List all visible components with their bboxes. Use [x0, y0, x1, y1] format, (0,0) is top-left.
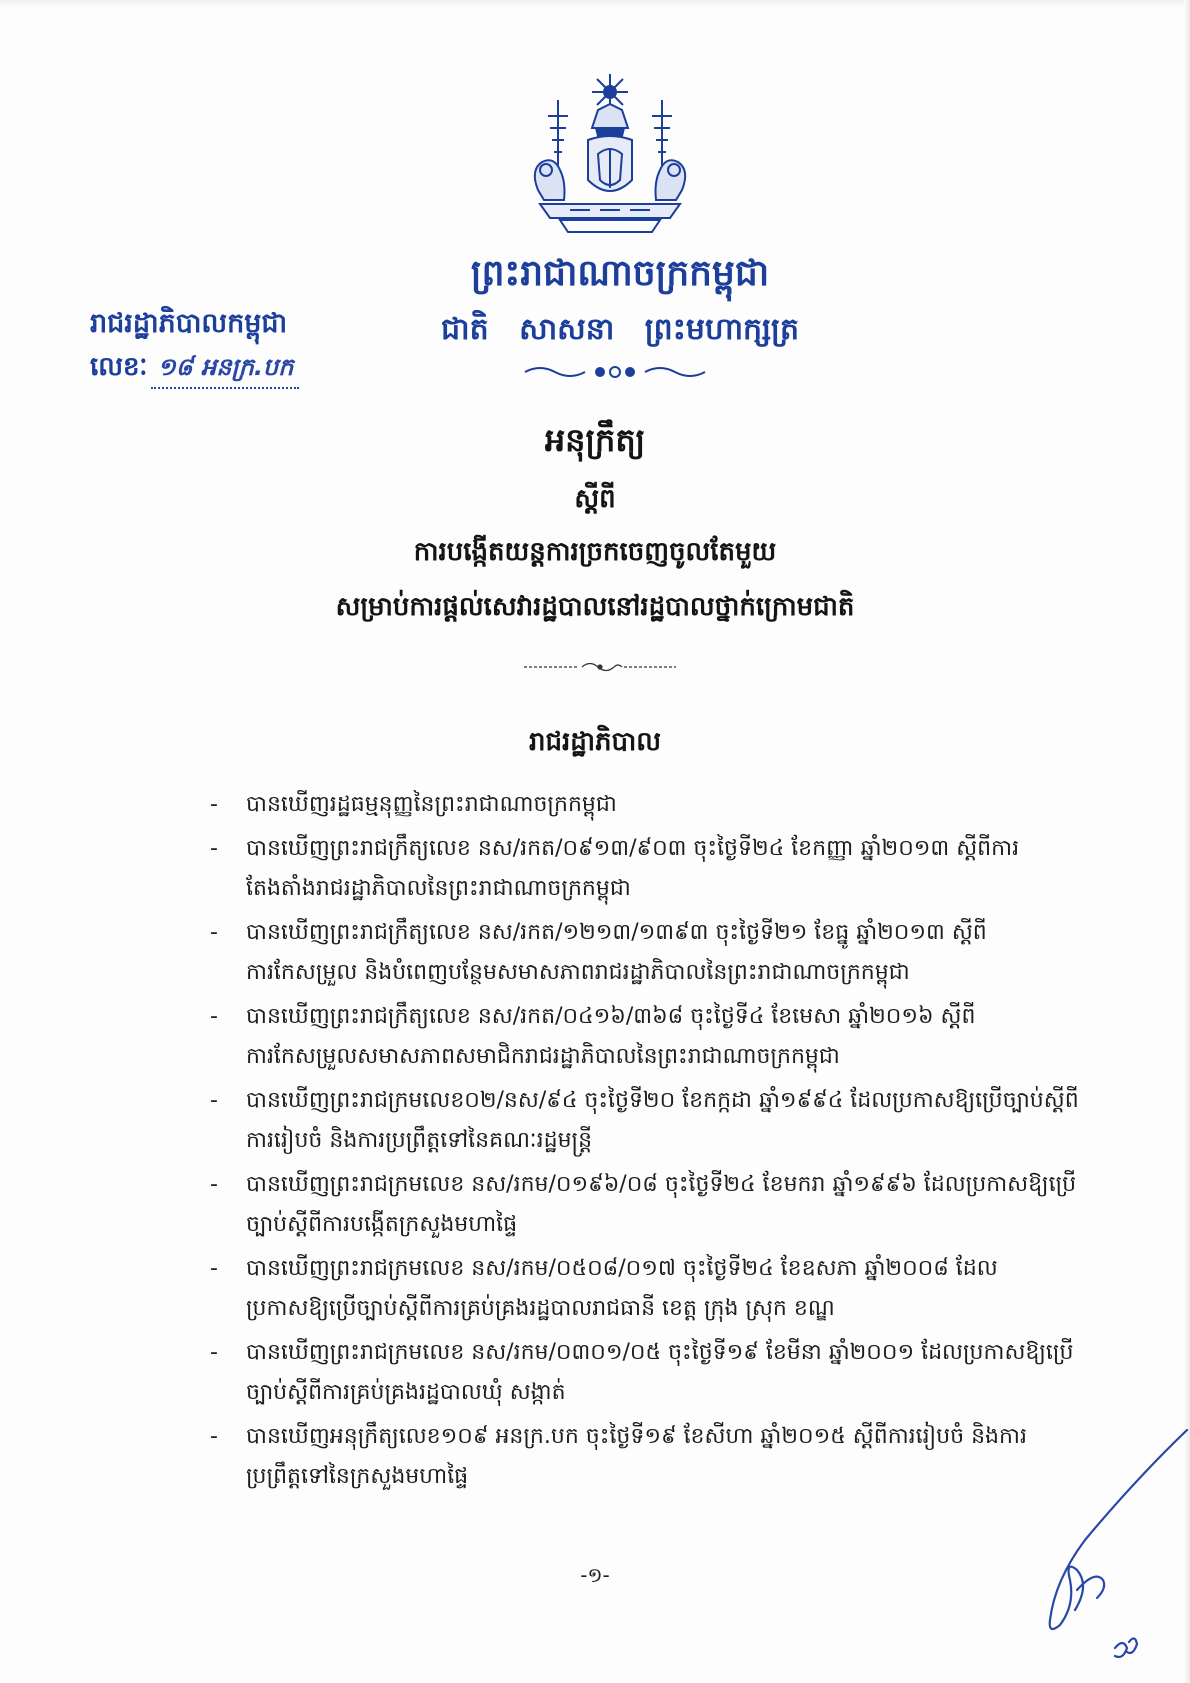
document-type: អនុក្រឹត្យ: [544, 421, 646, 459]
list-marker: -: [210, 1256, 218, 1281]
list-item: [210, 1081, 1080, 1161]
list-marker: -: [210, 920, 218, 945]
clause-text: បានឃើញព្រះរាជក្រមលេខ០២/នស/៩៤ ចុះថ្ងៃទី២០ ខែកក្កដា ឆ្នាំ១៩៩៤ ដែលប្រកាសឱ្យប្រើច្បាប់ស្តីពីការរៀបចំ និងការប្រព្រឹត្តទៅនៃគណៈរដ្ឋមន្ត្រី: [246, 1088, 1079, 1153]
list-item: [210, 1333, 1080, 1413]
list-marker: -: [210, 792, 218, 817]
kingdom-heading: ព្រះរាជាណាចក្រកម្ពុជា: [470, 252, 770, 294]
list-marker: -: [210, 836, 218, 861]
list-marker: -: [210, 1424, 218, 1449]
signature-icon: [1015, 1420, 1190, 1670]
list-marker: -: [210, 1340, 218, 1365]
list-item: [210, 785, 1080, 825]
clause-text: បានឃើញព្រះរាជក្រឹត្យលេខ នស/រកត/០៩១៣/៩០៣ ចុះថ្ងៃទី២៤ ខែកញ្ញា ឆ្នាំ២០១៣ ស្តីពីការតែងតាំងរាជរដ្ឋាភិបាលនៃព្រះរាជាណាចក្រកម្ពុជា: [246, 836, 1020, 901]
list-marker: -: [210, 1004, 218, 1029]
list-item: [210, 1417, 1080, 1497]
clause-text: បានឃើញព្រះរាជក្រមលេខ នស/រកម/០៥០៨/០១៧ ចុះថ្ងៃទី២៤ ខែឧសភា ឆ្នាំ២០០៨ ដែលប្រកាសឱ្យប្រើច្បាប់ស្តីពីការគ្រប់គ្រងរដ្ឋបាលរាជធានី ខេត្ត ក្រុង ស្រុក ខណ្ឌ: [246, 1256, 998, 1321]
scan-edge: [0, 0, 1190, 8]
reference-value: ១៨ អនក្រ.បក: [151, 352, 299, 389]
clause-text: បានឃើញព្រះរាជក្រមលេខ នស/រកម/០១៩៦/០៨ ចុះថ្ងៃទី២៤ ខែមករា ឆ្នាំ១៩៩៦ ដែលប្រកាសឱ្យប្រើច្បាប់ស្តីពីការបង្កើតក្រសួងមហាផ្ទៃ: [246, 1172, 1077, 1237]
royal-emblem-icon: [520, 70, 700, 240]
national-motto: [420, 310, 820, 354]
subject-line-1: ការបង្កើតយន្តការច្រកចេញចូលតែមួយ: [413, 537, 777, 567]
subject-line-2: សម្រាប់ការផ្តល់សេវារដ្ឋបាលនៅរដ្ឋបាលថ្នាក់ក្រោមជាតិ: [335, 592, 855, 622]
clause-text: បានឃើញព្រះរាជក្រឹត្យលេខ នស/រកត/១២១៣/១៣៩៣ ចុះថ្ងៃទី២១ ខែធ្នូ ឆ្នាំ២០១៣ ស្តីពីការកែសម្រួល និងបំពេញបន្ថែមសមាសភាពរាជរដ្ឋាភិបាលនៃព្រះរាជាណាចក្រកម្ពុជា: [246, 920, 987, 985]
preamble-list: [210, 785, 1080, 1501]
reference-number: [90, 350, 299, 389]
section-divider-icon: [520, 660, 680, 674]
ornament-divider-icon: [515, 362, 715, 382]
list-marker: -: [210, 1088, 218, 1113]
concerning-label: ស្តីពី: [574, 484, 616, 514]
clause-text: បានឃើញព្រះរាជក្រឹត្យលេខ នស/រកត/០៤១៦/៣៦៨ ចុះថ្ងៃទី៤ ខែមេសា ឆ្នាំ២០១៦ ស្តីពីការកែសម្រួលសមាសភាពសមាជិករាជរដ្ឋាភិបាលនៃព្រះរាជាណាចក្រកម្ពុជា: [246, 1004, 976, 1069]
list-item: [210, 997, 1080, 1077]
motto-nation: ជាតិ: [441, 312, 489, 347]
list-item: [210, 913, 1080, 993]
clause-text: បានឃើញអនុក្រឹត្យលេខ១០៩ អនក្រ.បក ចុះថ្ងៃទី១៩ ខែសីហា ឆ្នាំ២០១៥ ស្តីពីការរៀបចំ និងការប្រព្រឹត្តទៅនៃក្រសួងមហាផ្ទៃ: [246, 1424, 1027, 1489]
list-item: [210, 1165, 1080, 1245]
list-item: [210, 829, 1080, 909]
issuer-heading: រាជរដ្ឋាភិបាល: [528, 727, 662, 757]
list-marker: -: [210, 1172, 218, 1197]
clause-text: បានឃើញរដ្ឋធម្មនុញ្ញនៃព្រះរាជាណាចក្រកម្ពុជា: [246, 792, 617, 817]
motto-religion: សាសនា: [519, 312, 615, 347]
government-label: រាជរដ្ឋាភិបាលកម្ពុជា: [90, 308, 288, 339]
list-item: [210, 1249, 1080, 1329]
reference-label: លេខៈ: [90, 352, 148, 382]
page-number: -១-: [580, 1563, 610, 1587]
clause-text: បានឃើញព្រះរាជក្រមលេខ នស/រកម/០៣០១/០៥ ចុះថ្ងៃទី១៩ ខែមីនា ឆ្នាំ២០០១ ដែលប្រកាសឱ្យប្រើច្បាប់ស្តីពីការគ្រប់គ្រងរដ្ឋបាលឃុំ សង្កាត់: [246, 1340, 1074, 1405]
motto-king: ព្រះមហាក្សត្រ: [644, 312, 799, 347]
